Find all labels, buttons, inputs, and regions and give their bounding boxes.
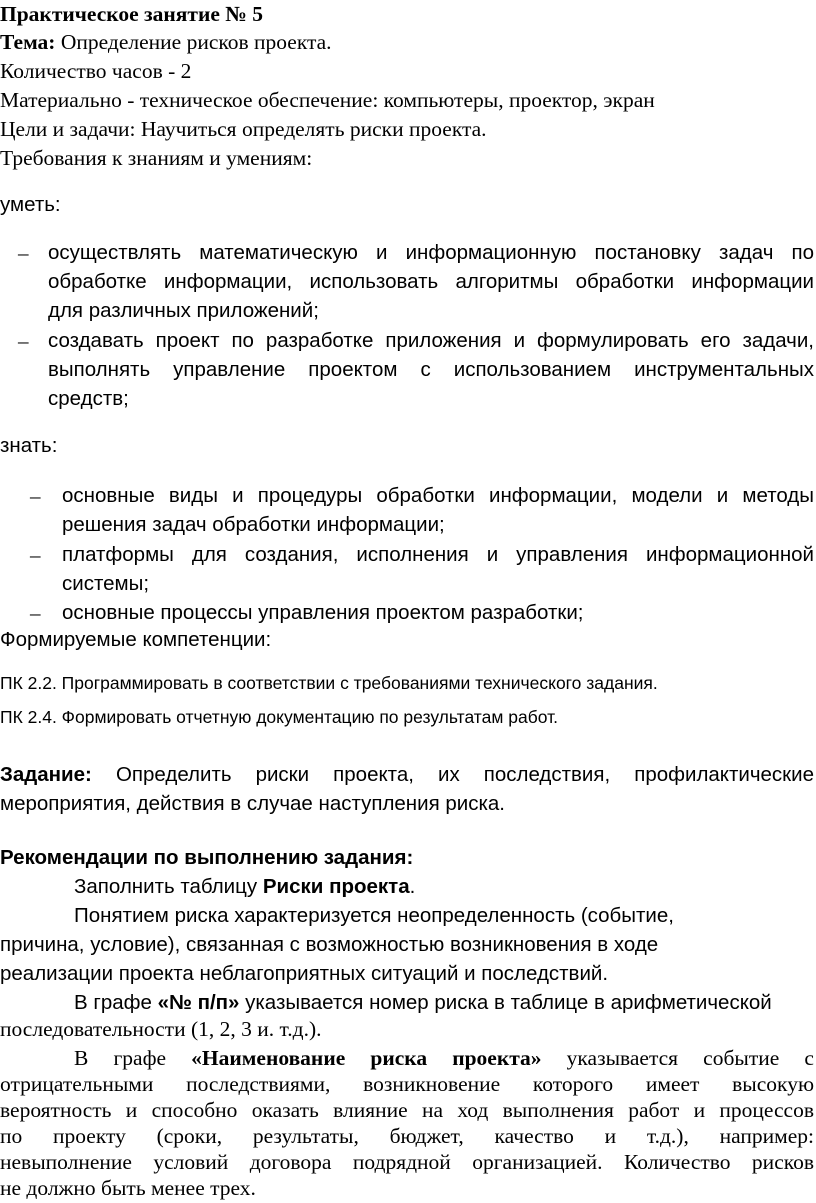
list-dash: – — [18, 329, 29, 353]
topic-value: Определение рисков проекта. — [60, 30, 332, 54]
p2-line-1: В графе «№ п/п» указывается номер риска в таблице в арифметической — [74, 991, 772, 1014]
p1-line-3: реализации проекта неблагоприятных ситуаций и последствий. — [0, 962, 609, 985]
equipment-value: компьютеры, проектор, экран — [383, 88, 655, 112]
can-item-2-line-2: выполнять управление проектом с использованием инструментальных — [48, 358, 814, 381]
can-item-1-line-1: осуществлять математическую и информационную постановку задач по — [48, 241, 814, 264]
equipment-line — [0, 88, 655, 114]
know-item-1-line-1: основные виды и процедуры обработки информации, модели и методы — [62, 484, 814, 507]
fill-table-line: Заполнить таблицу Риски проекта. — [74, 875, 416, 898]
can-item-2-line-3: средств; — [48, 387, 129, 410]
know-item-2-line-1: платформы для создания, исполнения и управления информационной — [62, 543, 814, 566]
p3-line-6: не должно быть менее трех. — [0, 1176, 256, 1200]
p3-line-3: вероятность и способно оказать влияние на ход выполнения работ и процессов — [0, 1098, 814, 1122]
know-item-2-line-2: системы; — [62, 572, 150, 595]
column-number-label: «№ п/п» — [157, 991, 240, 1014]
can-item-1-line-2: обработке информации, использовать алгоритмы обработки информации — [48, 270, 814, 293]
competency-pk-2-4: ПК 2.4. Формировать отчетную документацию по результатам работ. — [0, 707, 559, 727]
p2-line-2: последовательности (1, 2, 3 и. т.д.). — [0, 1017, 322, 1041]
can-heading: уметь: — [0, 193, 61, 216]
p3-line-1: В графе «Наименование риска проекта» указывается событие с — [74, 1046, 814, 1070]
can-item-2-line-1: создавать проект по разработке приложения и формулировать его задачи, — [48, 329, 814, 352]
requirements-line: Требования к знаниям и умениям: — [0, 146, 313, 170]
list-dash: – — [30, 484, 41, 508]
task-label: Задание: — [0, 763, 92, 786]
equipment-label: Материально - техническое обеспечение: — [0, 88, 379, 112]
topic-label: Тема: — [0, 30, 56, 54]
p3-line-4: по проекту (сроки, результаты, бюджет, качество и т.д.), например: — [0, 1124, 814, 1148]
p1-line-1: Понятием риска характеризуется неопределенность (событие, — [74, 904, 674, 927]
task-text: Определить риски проекта, их последствия, профилактические — [115, 763, 815, 786]
can-item-1-line-3: для различных приложений; — [48, 299, 319, 322]
list-dash: – — [30, 543, 41, 567]
p1-line-2: причина, условие), связанная с возможностью возникновения в ходе — [0, 933, 659, 956]
know-item-1-line-2: решения задач обработки информации; — [62, 513, 445, 536]
p3-line-5: невыполнение условий договора подрядной организацией. Количество рисков — [0, 1150, 814, 1174]
page-title: Практическое занятие № 5 — [0, 2, 264, 26]
know-item-3-line-1: основные процессы управления проектом разработки; — [62, 601, 584, 624]
hours-line: Количество часов - 2 — [0, 59, 192, 83]
competencies-heading: Формируемые компетенции: — [0, 628, 272, 651]
list-dash: – — [30, 601, 41, 625]
column-risk-name-label: «Наименование риска проекта» — [191, 1046, 542, 1070]
recommendations-heading: Рекомендации по выполнению задания: — [0, 846, 414, 869]
task-line-1 — [0, 763, 814, 788]
goals-line: Цели и задачи: Научиться определять риски проекта. — [0, 117, 487, 141]
competency-pk-2-2: ПК 2.2. Программировать в соответствии с требованиями технического задания. — [0, 673, 658, 693]
p3-line-2: отрицательными последствиями, возникновение которого имеет высокую — [0, 1072, 814, 1096]
list-dash: – — [18, 241, 29, 265]
topic-line — [0, 30, 332, 56]
task-line-2: мероприятия, действия в случае наступления риска. — [0, 792, 505, 815]
know-heading: знать: — [0, 434, 58, 457]
table-name: Риски проекта — [262, 875, 410, 898]
